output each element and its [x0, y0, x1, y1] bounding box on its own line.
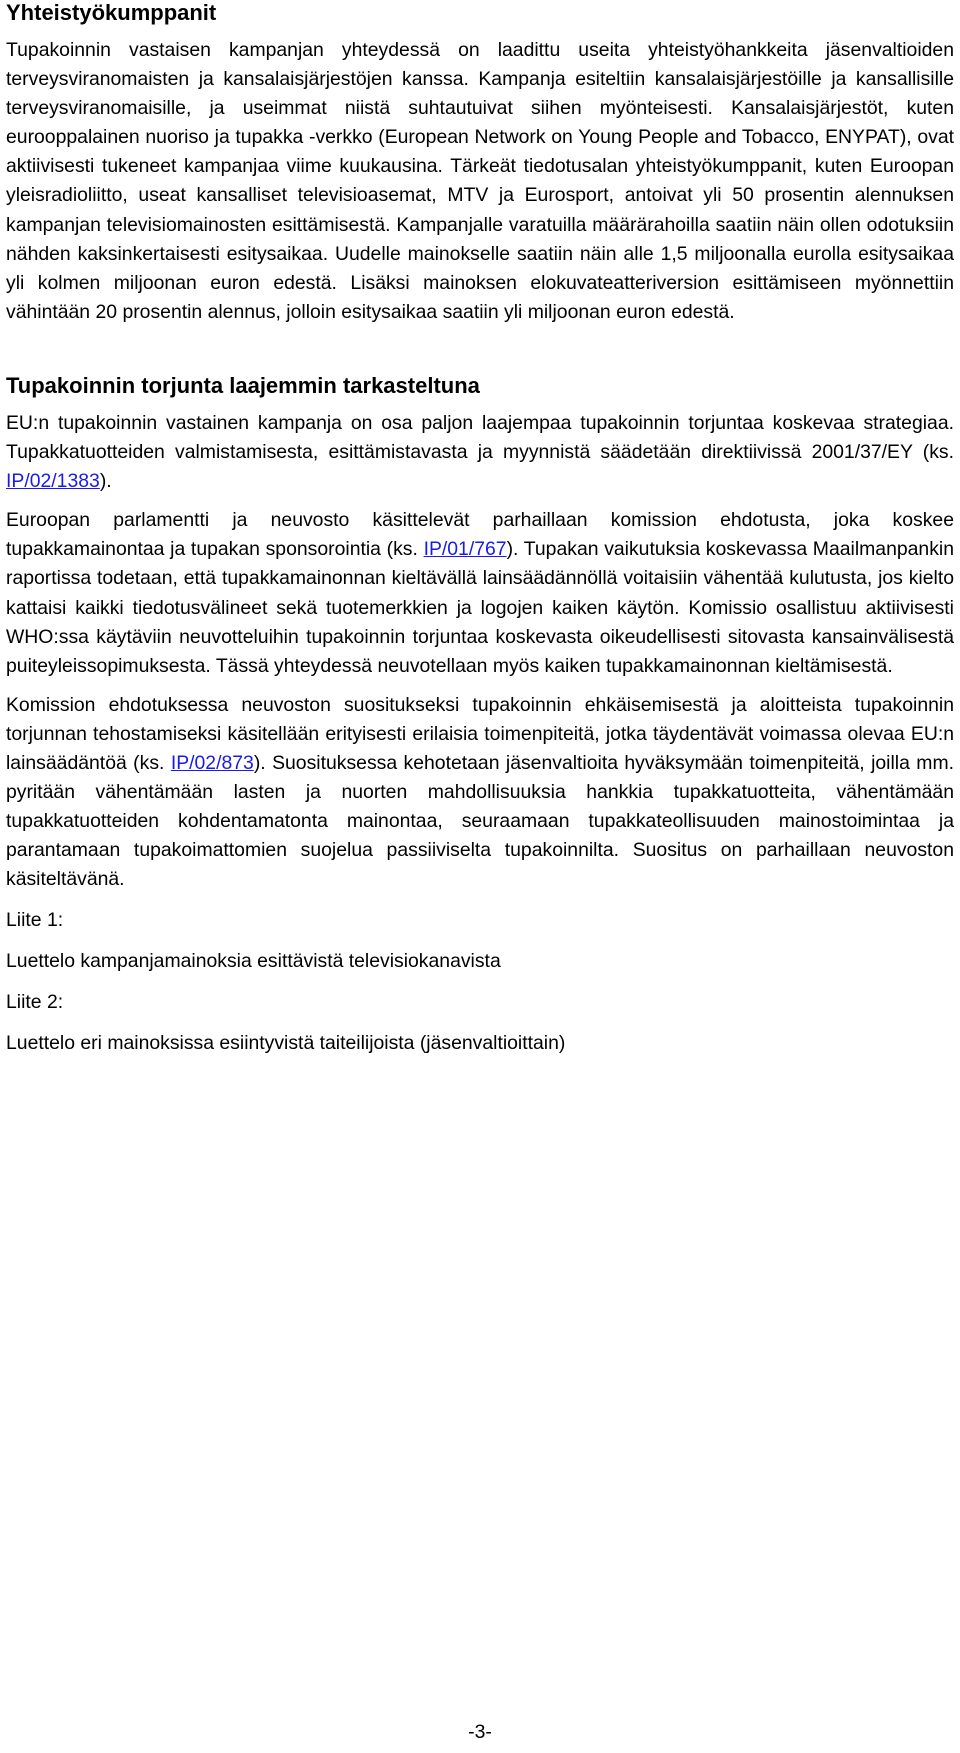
parliament-paragraph — [6, 506, 954, 681]
document-page — [6, 0, 954, 1058]
section-heading-partners: Yhteistyökumppanit — [6, 0, 217, 25]
page-number: -3- — [468, 1721, 492, 1743]
strategy-text: EU:n tupakoinnin vastainen kampanja on osa paljon laajempaa tupakoinnin torjuntaa koskevaa strategiaa. Tupakkatuotteiden valmistamisesta, esittämistavasta ja myynnistä säädetään direktiivissä 2001/37/EY (ks. — [6, 411, 954, 464]
recommendation-text-after: ). Suosituksessa kehotetaan jäsenvaltioita hyväksymään toimenpiteitä, joilla mm. pyritään vähentämään lasten ja nuorten mahdollisuuksia hankkia tupakkatuotteita, vähentämään tupakkatuotteiden kohdentamatonta mainontaa, seuraamaan tupakkateollisuuden mainostoimintaa ja parantamaan tupakoimattomien suojelua passiiviselta tupakoinnilta. Suositus on parhaillaan neuvoston käsiteltävänä. — [6, 751, 954, 891]
annex-2-label: Liite 2: — [6, 990, 64, 1013]
ip-02-873-link[interactable]: IP/02/873 — [170, 751, 254, 774]
ip-01-767-link[interactable]: IP/01/767 — [423, 538, 507, 561]
recommendation-text: Komission ehdotuksessa neuvoston suositukseksi tupakoinnin ehkäisemisestä ja aloitteista tupakoinnin torjunnan tehostamiseksi käsitellään erityisesti erilaisia toimenpiteitä, jotka täydentävät voimassa olevaa EU:n lainsäädäntöä (ks. — [6, 693, 954, 774]
section-heading-tobacco-control: Tupakoinnin torjunta laajemmin tarkasteltuna — [6, 372, 480, 398]
parliament-text: Euroopan parlamentti ja neuvosto käsittelevät parhaillaan komission ehdotusta, joka koskee tupakkamainontaa ja tupakan sponsorointia (ks. — [6, 509, 954, 561]
annex-1-label: Liite 1: — [6, 909, 64, 932]
recommendation-paragraph — [6, 691, 954, 895]
annex-2-title: Luettelo eri mainoksissa esiintyvistä taiteilijoista (jäsenvaltioittain) — [6, 1031, 566, 1054]
annex-1-title: Luettelo kampanjamainoksia esittävistä televisiokanavista — [6, 949, 501, 972]
partners-paragraph: Tupakoinnin vastaisen kampanjan yhteydessä on laadittu useita yhteistyöhankkeita jäsenvaltioiden terveysviranomaisten ja kansalaisjärjestöjen kanssa. Kampanja esiteltiin kansalaisjärjestöille ja kansallisille terveysviranomaisille, ja useimmat niistä suhtautuivat siihen myönteisesti. Kansalaisjärjestöt, kuten eurooppalainen nuoriso ja tupakka -verkko (European Network on Young People and Tobacco, ENYPAT), ovat aktiivisesti tukeneet kampanjaa viime kuukausina. Tärkeät tiedotusalan yhteistyökumppanit, kuten Euroopan yleisradioliitto, useat kansalliset televisioasemat, MTV ja Eurosport, antoivat yli 50 prosentin alennuksen kampanjan televisiomainosten esittämisestä. Kampanjalle varatuilla määrärahoilla saatiin näin ollen odotuksiin nähden kaksinkertaisesti esitysaikaa. Uudelle mainokselle saatiin näin alle 1,5 miljoonalla eurolla esitysaikaa yli kolmen miljoonan euron edestä. Lisäksi mainoksen elokuvateatteriversion esittämiseen myönnettiin vähintään 20 prosentin alennus, jolloin esitysaikaa saatiin yli miljoonan euron edestä. — [6, 39, 954, 323]
strategy-paragraph — [6, 409, 954, 496]
strategy-text-after: ). — [99, 470, 112, 493]
parliament-text-after: ). Tupakan vaikutuksia koskevassa Maailmanpankin raportissa todetaan, että tupakkamainonnan kieltävällä lainsäädännöllä voitaisiin vähentää kulutusta, jos kielto kattaisi kaikki tiedotusvälineet sekä tuotemerkkien ja logojen kaiken käytön. Komissio osallistuu aktiivisesti WHO:ssa käytäviin neuvotteluihin tupakoinnin torjuntaa koskevasta oikeudellisesti sitovasta kansainvälisestä puiteyleissopimuksesta. Tässä yhteydessä neuvotellaan myös kaiken tupakkamainonnan kieltämisestä. — [6, 538, 954, 677]
ip-02-1383-link[interactable]: IP/02/1383 — [6, 470, 100, 493]
